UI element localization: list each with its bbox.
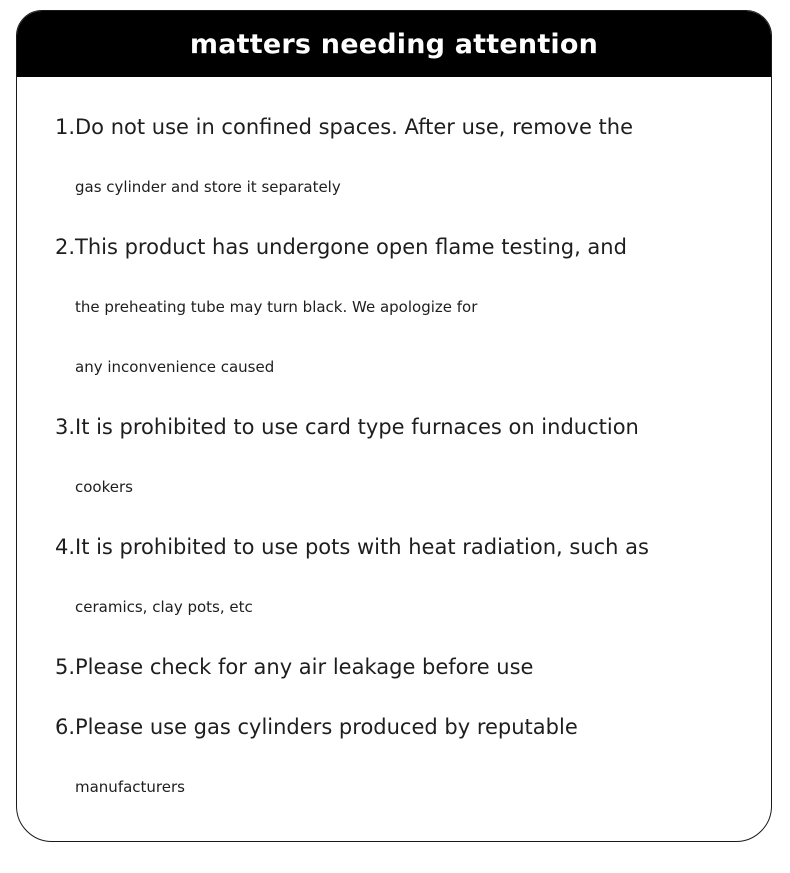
item-number: 3. — [54, 415, 75, 439]
item-text: Please check for any air leakage before use — [75, 655, 534, 679]
notice-card — [16, 10, 772, 842]
notice-title: matters needing attention — [189, 28, 599, 60]
item-text-continued: cookers — [75, 478, 133, 496]
item-text: It is prohibited to use card type furnaces on induction — [75, 415, 639, 439]
list-item — [17, 97, 771, 217]
item-number: 6. — [54, 715, 75, 739]
list-item — [17, 697, 771, 817]
item-text: Do not use in confined spaces. After use, remove the — [75, 115, 633, 139]
list-item — [17, 517, 771, 637]
notice-list — [17, 97, 771, 817]
item-text: Please use gas cylinders produced by reputable — [75, 715, 578, 739]
item-text: This product has undergone open flame testing, and — [75, 235, 627, 259]
item-number: 4. — [54, 535, 75, 559]
item-text-continued: manufacturers — [75, 778, 185, 796]
item-number: 2. — [54, 235, 75, 259]
item-text-continued: any inconvenience caused — [75, 358, 275, 376]
list-item — [17, 217, 771, 397]
item-number: 5. — [54, 655, 75, 679]
item-text-continued: ceramics, clay pots, etc — [75, 598, 253, 616]
item-number: 1. — [54, 115, 75, 139]
list-item — [17, 637, 771, 697]
item-text-continued: the preheating tube may turn black. We apologize for — [75, 298, 478, 316]
notice-header — [17, 11, 771, 77]
item-text-continued: gas cylinder and store it separately — [75, 178, 341, 196]
list-item — [17, 397, 771, 517]
item-text: It is prohibited to use pots with heat radiation, such as — [75, 535, 649, 559]
